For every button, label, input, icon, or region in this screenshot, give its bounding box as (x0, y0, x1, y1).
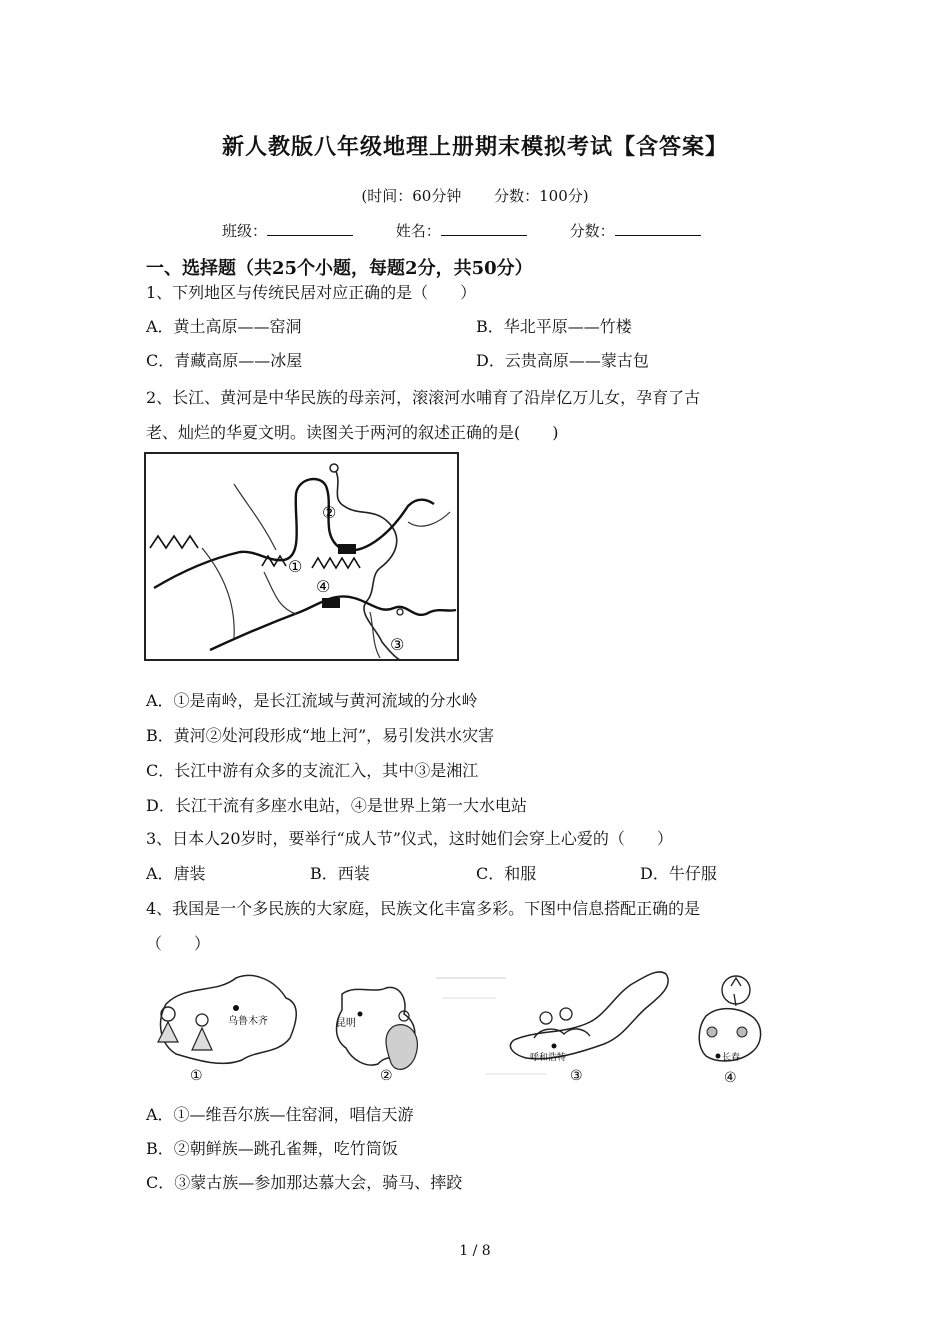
map-number-2: ② (380, 1068, 393, 1084)
city-changchun: 长春 (722, 1053, 741, 1063)
q1-option-c: C．青藏高原——冰屋 (146, 351, 303, 370)
city-hohhot: 呼和浩特 (530, 1053, 567, 1063)
q2-stem-line2: 老、灿烂的华夏文明。读图关于两河的叙述正确的是( ) (146, 423, 559, 442)
section-heading: 一、选择题（共25个小题，每题2分，共50分） (146, 258, 533, 279)
map-number-3: ③ (570, 1068, 583, 1084)
q2-option-a: A．①是南岭，是长江流域与黄河流域的分水岭 (146, 691, 478, 710)
q4-stem-line2: （ ） (146, 934, 211, 953)
inner-mongolia-outline (510, 972, 668, 1059)
q2-stem-line1: 2、长江、黄河是中华民族的母亲河，滚滚河水哺育了沿岸亿万儿女，孕育了古 (146, 388, 701, 407)
q2-option-b: B．黄河②处河段形成“地上河”，易引发洪水灾害 (146, 726, 495, 745)
q3-option-c: C．和服 (476, 864, 537, 883)
class-field (222, 220, 353, 241)
q1-option-d: D．云贵高原——蒙古包 (476, 351, 649, 370)
q2-option-d: D．长江干流有多座水电站，④是世界上第一大水电站 (146, 796, 527, 815)
q1-option-b: B．华北平原——竹楼 (476, 317, 632, 336)
city-kunming: 昆明 (336, 1018, 356, 1029)
score-blank[interactable] (615, 221, 701, 236)
q3-option-d: D．牛仔服 (640, 864, 717, 883)
q3-option-a: A．唐装 (146, 864, 206, 883)
q3-option-b: B．西装 (310, 864, 370, 883)
swing-figure (722, 976, 750, 1004)
rider-figure (540, 1012, 552, 1024)
map-label-2: ② (322, 503, 337, 522)
dam-marker (338, 544, 356, 554)
city-dot (716, 1054, 721, 1059)
city-dot (358, 1012, 363, 1017)
q1-stem: 1、下列地区与传统民居对应正确的是（ ） (146, 283, 477, 302)
q1-option-a: A．黄土高原——窑洞 (146, 317, 302, 336)
student-fields (222, 220, 739, 241)
city-dot (233, 1005, 239, 1011)
city-dot (330, 464, 338, 472)
rivers-map (144, 452, 460, 662)
class-blank[interactable] (267, 221, 353, 236)
map-label-3: ③ (390, 635, 405, 654)
page-title: 新人教版八年级地理上册期末模拟考试【含答案】 (221, 134, 728, 160)
name-blank[interactable] (441, 221, 527, 236)
q4-option-b: B．②朝鲜族—跳孔雀舞，吃竹筒饭 (146, 1139, 398, 1158)
page-number: 1 / 8 (459, 1243, 491, 1259)
exam-total-score: 分数：100分) (494, 187, 589, 205)
city-urumqi: 乌鲁木齐 (228, 1016, 268, 1027)
map-number-1: ① (190, 1068, 203, 1084)
score-field (570, 220, 701, 241)
name-field (396, 220, 527, 241)
q4-stem-line1: 4、我国是一个多民族的大家庭，民族文化丰富多彩。下图中信息搭配正确的是 (146, 899, 701, 918)
map-label-1: ① (288, 557, 303, 576)
q2-option-c: C．长江中游有众多的支流汇入，其中③是湘江 (146, 761, 479, 780)
dam-marker (322, 598, 340, 608)
map-number-4: ④ (724, 1070, 737, 1086)
class-label: 班级： (222, 222, 268, 240)
map-label-4: ④ (316, 577, 331, 596)
city-dot (552, 1044, 557, 1049)
exam-time: (时间：60分钟 (361, 187, 462, 205)
rider-figure (560, 1008, 572, 1020)
ethnic-maps-figure (146, 964, 768, 1088)
exam-meta (0, 185, 950, 206)
q4-option-c: C．③蒙古族—参加那达慕大会，骑马、摔跤 (146, 1173, 463, 1192)
q3-stem: 3、日本人20岁时，要举行“成人节”仪式，这时她们会穿上心爱的（ ） (146, 829, 673, 848)
peacock-dancer-figure (386, 1025, 417, 1070)
name-label: 姓名： (395, 222, 441, 240)
q4-option-a: A．①—维吾尔族—住窑洞，唱信天游 (146, 1105, 414, 1124)
score-label: 分数： (569, 222, 615, 240)
